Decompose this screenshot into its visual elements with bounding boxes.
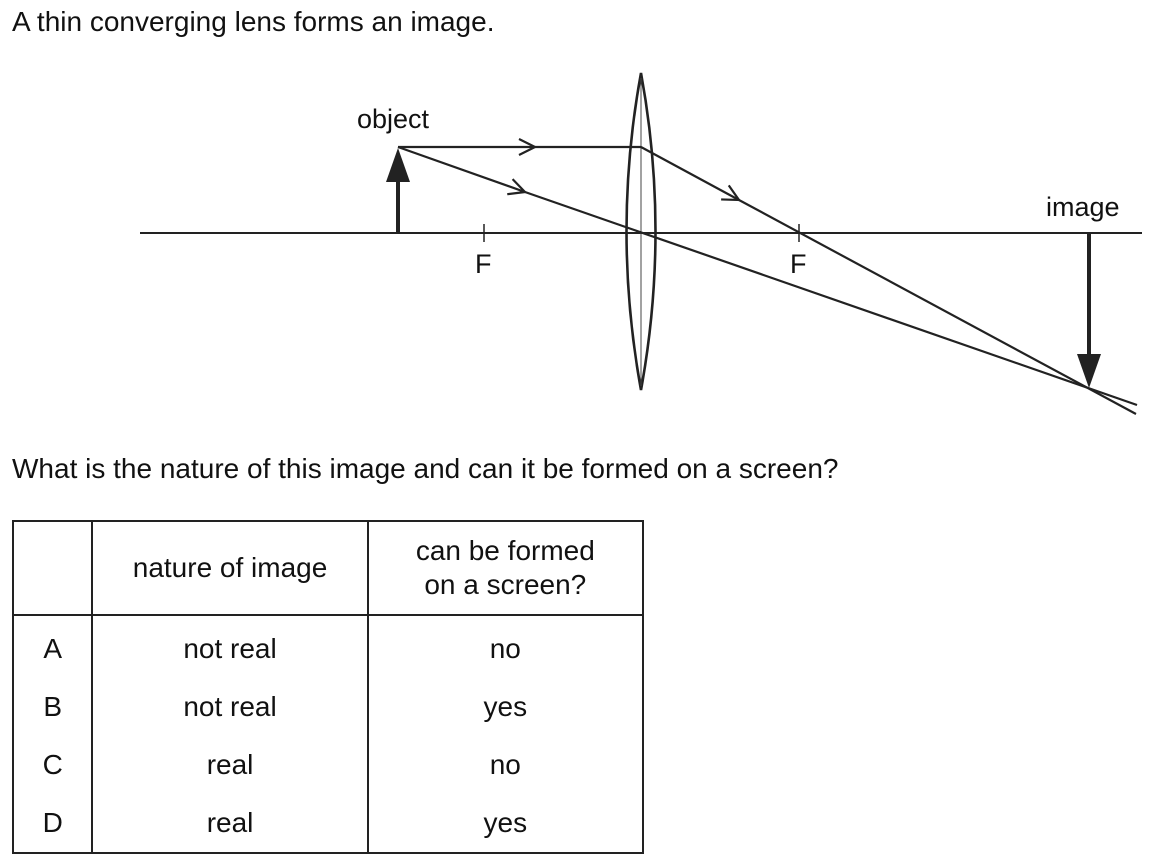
table-row [13,794,643,853]
intro-text: A thin converging lens forms an image. [12,6,495,37]
table-row [13,736,643,794]
option-nature: real [92,794,367,853]
table-header-row [13,521,643,615]
header-screen-line1: can be formed [415,535,595,566]
option-screen: yes [368,678,643,736]
table-row [13,615,643,678]
focal-label-left: F [475,249,492,279]
option-screen: no [368,736,643,794]
option-letter: C [13,736,92,794]
object-arrow-head [386,148,410,182]
table-row [13,678,643,736]
question-text: What is the nature of this image and can it be formed on a screen? [12,453,839,484]
header-nature: nature of image [92,521,367,615]
option-letter: D [13,794,92,853]
focal-label-right: F [790,249,807,279]
ray-center-in [398,147,525,192]
image-label: image [1046,192,1120,222]
option-nature: not real [92,615,367,678]
option-nature: real [92,736,367,794]
option-nature: not real [92,678,367,736]
option-screen: no [368,615,643,678]
header-screen-line2: on a screen? [424,569,587,600]
option-letter: A [13,615,92,678]
option-screen: yes [368,794,643,853]
answer-table [12,520,644,854]
header-letter-cell [13,521,92,615]
option-letter: B [13,678,92,736]
ray-center-continued [525,192,1137,405]
object-label: object [357,104,430,134]
header-screen [368,521,643,615]
